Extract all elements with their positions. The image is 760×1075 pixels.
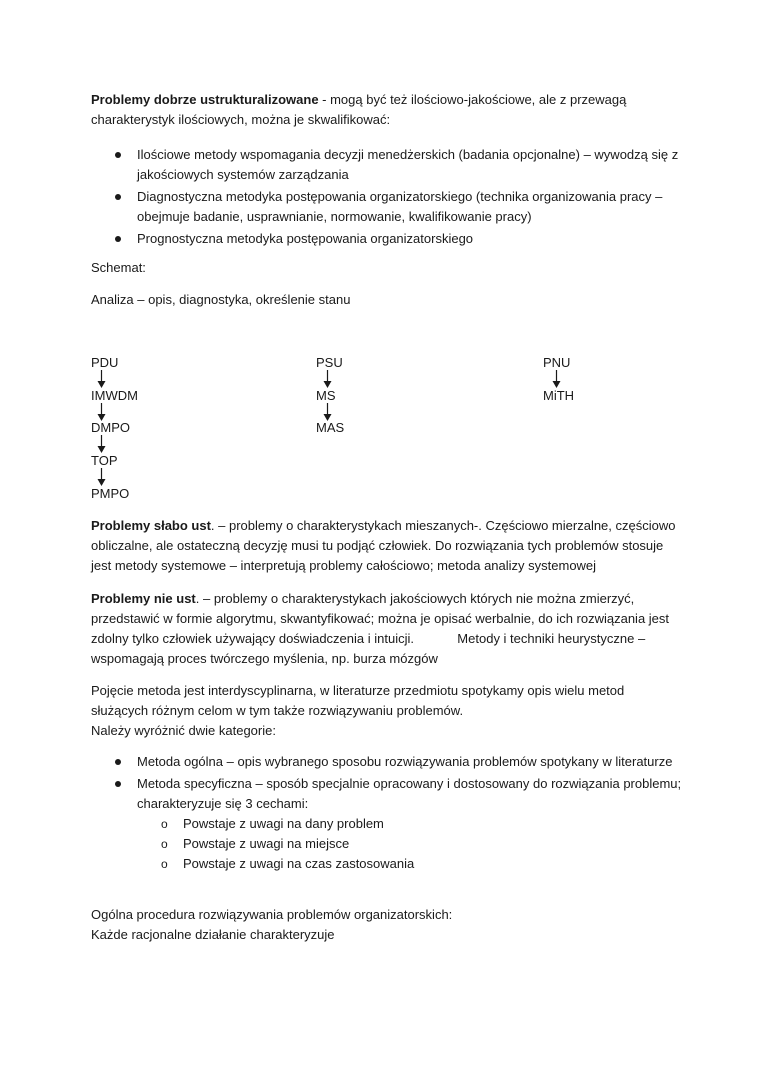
list-item: [91, 145, 691, 185]
paragraph-text: Ogólna procedura rozwiązywania problemów organizatorskich:: [91, 907, 453, 922]
diagram-node: TOP: [91, 453, 118, 468]
diagram-node: IMWDM: [91, 388, 138, 403]
circle-bullet-icon: o: [161, 817, 168, 831]
paragraph-text: Pojęcie metoda jest interdyscyplinarna, w literaturze przedmiotu spotykamy opis wielu metod służących różnym celom w tym także rozwiązywaniu problemów.: [91, 683, 625, 718]
sub-list-item: [137, 814, 691, 834]
diagram-node: PSU: [316, 355, 343, 370]
list-item-text: Diagnostyczna metodyka postępowania organizatorskiego (technika organizowania pracy – obejmuje badanie, usprawnianie, normowanie, kwalifikowanie pracy): [137, 189, 663, 224]
diagram-node: PNU: [543, 355, 571, 370]
diagram-node: MS: [316, 388, 336, 403]
arrow-down-icon: [323, 370, 332, 388]
paragraph-method: [91, 681, 681, 741]
arrow-down-icon: [97, 435, 106, 453]
diagram-node: PDU: [91, 355, 119, 370]
list-item: [91, 774, 691, 874]
list-item-text: Powstaje z uwagi na miejsce: [183, 836, 350, 851]
list-item: [91, 229, 691, 249]
paragraph-weakly-structured: [91, 516, 681, 576]
paragraph-text: Należy wyróżnić dwie kategorie:: [91, 723, 276, 738]
list-item-text: Metoda specyficzna – sposób specjalnie opracowany i dostosowany do rozwiązania problemu; charakteryzuje się 3 cechami:: [137, 776, 682, 811]
paragraph-text: - mogą być też ilościowo-jakościowe, ale z przewagą charakterystyk ilościowych, można je skwalifikować:: [91, 92, 627, 127]
analysis-line: Analiza – opis, diagnostyka, określenie stanu: [91, 292, 351, 307]
paragraph-well-structured: [91, 90, 681, 130]
list-item-text: Powstaje z uwagi na czas zastosowania: [183, 856, 415, 871]
diagram-node: MAS: [316, 420, 345, 435]
list-item-text: Ilościowe metody wspomagania decyzji menedżerskich (badania opcjonalne) – wywodzą się z jakościowych systemów zarządzania: [137, 147, 679, 182]
bullet-icon: [115, 236, 121, 242]
arrow-down-icon: [97, 370, 106, 388]
circle-bullet-icon: o: [161, 837, 168, 851]
diagram-node: PMPO: [91, 486, 130, 501]
bullet-list-categories: [91, 752, 691, 876]
bullet-icon: [115, 759, 121, 765]
paragraph-procedure: [91, 905, 681, 945]
circle-bullet-icon: o: [161, 857, 168, 871]
paragraph-unstructured: [91, 589, 681, 669]
arrow-down-icon: [97, 468, 106, 486]
list-item-text: Metoda ogólna – opis wybranego sposobu rozwiązywania problemów spotykany w literaturze: [137, 754, 673, 769]
diagram-node: DMPO: [91, 420, 130, 435]
paragraph-text: . – problemy o charakterystykach jakościowych których nie można zmierzyć, przedstawić w formie algorytmu, skwantyfikować; można je opisać werbalnie, do ich rozwiązania jest zdolny tylko człowiek używający doświadczenia i intuicji. Metody i techniki heurystyczne – wspomagają proces twórczego myślenia, np. burza mózgów: [91, 591, 673, 666]
list-item-text: Prognostyczna metodyka postępowania organizatorskiego: [137, 231, 474, 246]
list-item: [91, 752, 691, 772]
bullet-icon: [115, 194, 121, 200]
sub-list-features: [137, 814, 691, 874]
sub-list-item: [137, 854, 691, 874]
heading-unstructured: Problemy nie ust: [91, 591, 196, 606]
bullet-list-methods: [91, 145, 691, 251]
arrow-down-icon: [323, 403, 332, 421]
sub-list-item: [137, 834, 691, 854]
heading-well-structured: Problemy dobrze ustrukturalizowane: [91, 92, 319, 107]
schemat-label: Schemat:: [91, 260, 146, 275]
arrow-down-icon: [97, 403, 106, 421]
arrow-down-icon: [552, 370, 561, 388]
list-item-text: Powstaje z uwagi na dany problem: [183, 816, 384, 831]
diagram-node: MiTH: [543, 388, 575, 403]
list-item: [91, 187, 691, 227]
bullet-icon: [115, 781, 121, 787]
heading-weakly-structured: Problemy słabo ust: [91, 518, 211, 533]
bullet-icon: [115, 152, 121, 158]
paragraph-text: Każde racjonalne działanie charakteryzuje: [91, 927, 335, 942]
paragraph-text: . – problemy o charakterystykach mieszanych-. Częściowo mierzalne, częściowo obliczalne, ale ostateczną decyzję musi tu podjąć człowiek. Do rozwiązania tych problemów stosuje jest metody systemowe – interpretują problemy całościowo; metoda analizy systemowej: [91, 518, 676, 573]
